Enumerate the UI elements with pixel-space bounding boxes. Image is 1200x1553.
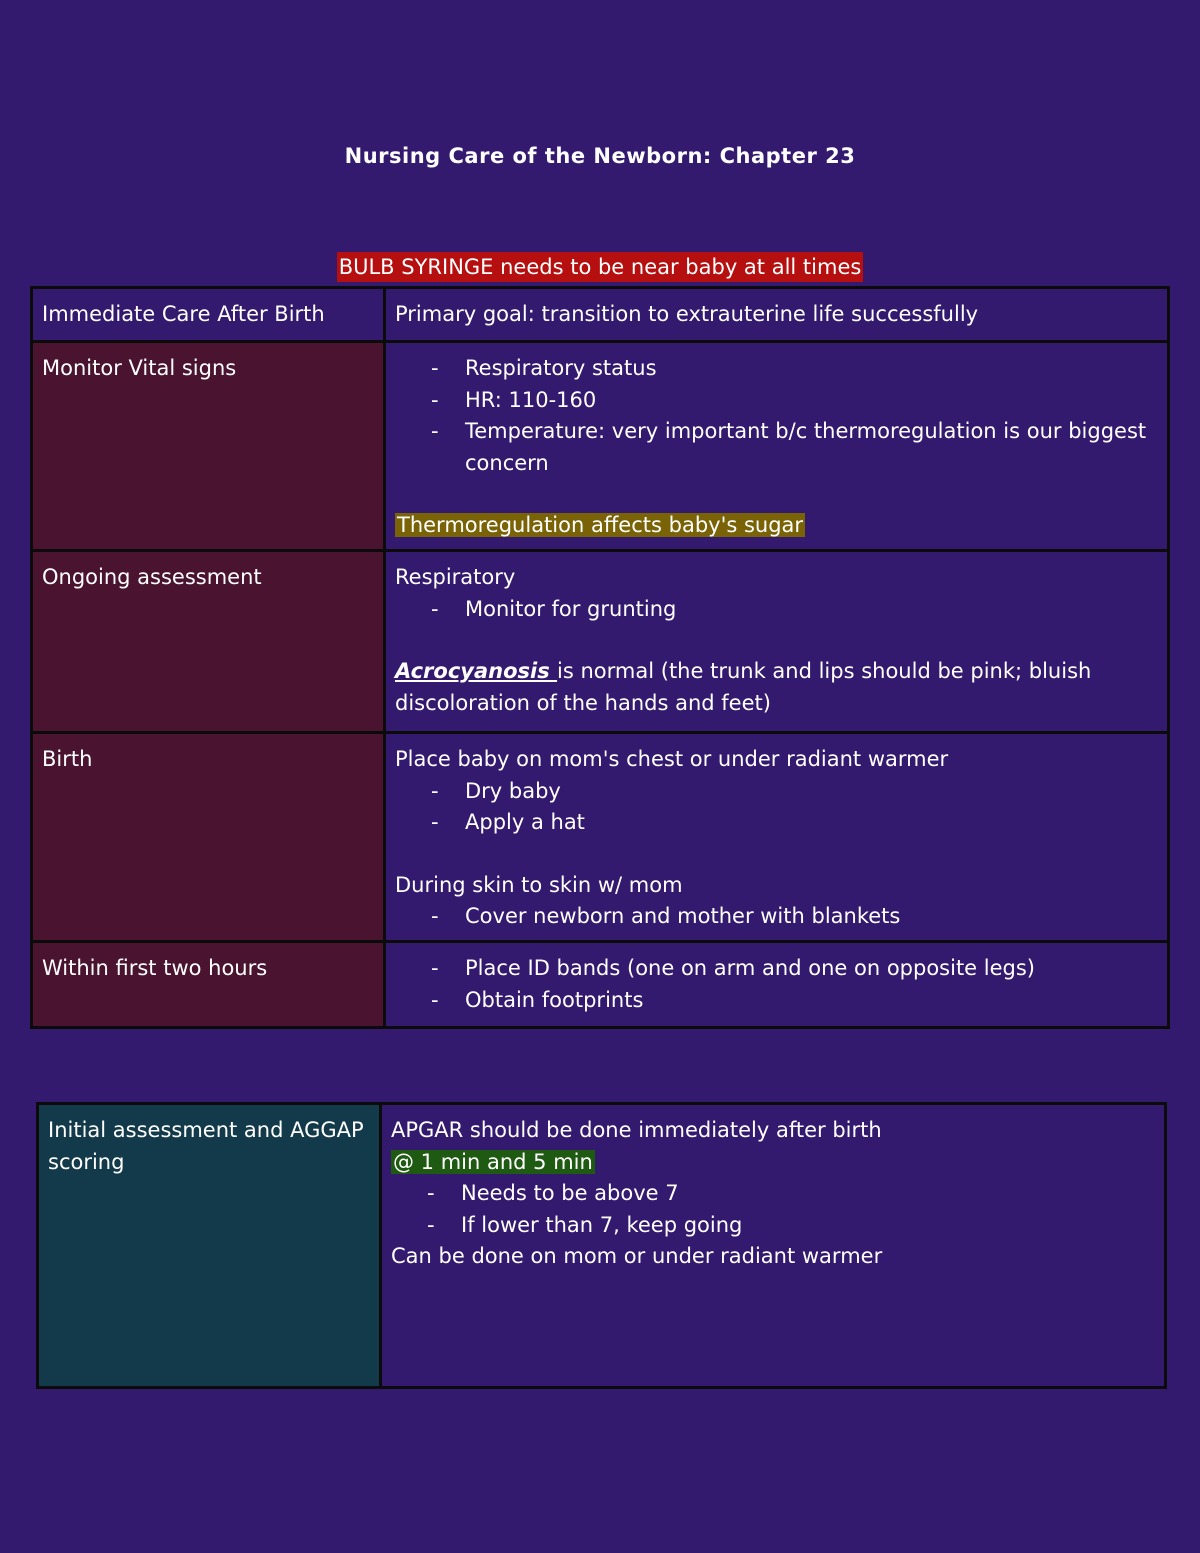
acrocyanosis-term: Acrocyanosis bbox=[395, 659, 558, 683]
row-label-ongoing-assessment: Ongoing assessment bbox=[32, 551, 385, 733]
first-two-hours-list bbox=[395, 953, 1158, 1016]
spacer bbox=[395, 839, 1158, 870]
spacer bbox=[395, 625, 1158, 656]
row-content-primary-goal: Primary goal: transition to extrauterine life successfully bbox=[385, 288, 1169, 342]
skin-to-skin-list bbox=[395, 901, 1158, 933]
table-row-birth bbox=[32, 733, 1169, 942]
list-item: - Obtain footprints bbox=[395, 985, 1158, 1017]
birth-heading: Place baby on mom's chest or under radiant warmer bbox=[395, 747, 949, 771]
list-item: - Monitor for grunting bbox=[395, 594, 1158, 626]
table-row-first-two-hours bbox=[32, 942, 1169, 1028]
list-item: - If lower than 7, keep going bbox=[391, 1210, 1155, 1242]
acrocyanosis-note bbox=[395, 656, 1158, 719]
apgar-location-note: Can be done on mom or under radiant warmer bbox=[391, 1244, 883, 1268]
thermoregulation-highlight: Thermoregulation affects baby's sugar bbox=[397, 513, 804, 537]
table-row-ongoing bbox=[32, 551, 1169, 733]
list-item: - HR: 110-160 bbox=[395, 385, 1158, 417]
list-item: - Cover newborn and mother with blankets bbox=[395, 901, 1158, 933]
banner-wrapper bbox=[0, 252, 1200, 282]
table-row-vitals bbox=[32, 342, 1169, 551]
thermoregulation-note bbox=[395, 510, 1158, 542]
row-content-first-two-hours bbox=[385, 942, 1169, 1028]
vital-signs-list bbox=[395, 353, 1158, 479]
table-row-header bbox=[32, 288, 1169, 342]
apgar-timing-highlight: @ 1 min and 5 min bbox=[393, 1149, 593, 1174]
row-label-first-two-hours: Within first two hours bbox=[32, 942, 385, 1028]
row-content-birth bbox=[385, 733, 1169, 942]
birth-list bbox=[395, 776, 1158, 839]
bulb-syringe-banner: BULB SYRINGE needs to be near baby at all times bbox=[337, 252, 864, 282]
apgar-table bbox=[36, 1102, 1167, 1389]
skin-to-skin-heading: During skin to skin w/ mom bbox=[395, 872, 683, 897]
row-label-vital-signs: Monitor Vital signs bbox=[32, 342, 385, 551]
list-item: - Apply a hat bbox=[395, 807, 1158, 839]
respiratory-heading: Respiratory bbox=[395, 565, 516, 589]
immediate-care-table bbox=[30, 286, 1170, 1029]
row-content-apgar bbox=[381, 1104, 1166, 1388]
row-content-ongoing-assessment bbox=[385, 551, 1169, 733]
row-content-vital-signs bbox=[385, 342, 1169, 551]
row-label-immediate-care: Immediate Care After Birth bbox=[32, 288, 385, 342]
list-item: - Place ID bands (one on arm and one on opposite legs) bbox=[395, 953, 1158, 985]
respiratory-list bbox=[395, 594, 1158, 626]
list-item: - Needs to be above 7 bbox=[391, 1178, 1155, 1210]
spacer bbox=[395, 479, 1158, 510]
list-item: - Temperature: very important b/c thermoregulation is our biggest concern bbox=[395, 416, 1158, 479]
row-label-birth: Birth bbox=[32, 733, 385, 942]
apgar-list bbox=[391, 1178, 1155, 1241]
apgar-line: APGAR should be done immediately after birth bbox=[391, 1118, 882, 1142]
acrocyanosis-description: is normal (the trunk and lips should be pink; bluish discoloration of the hands and feet) bbox=[395, 659, 1092, 715]
list-item: - Respiratory status bbox=[395, 353, 1158, 385]
apgar-timing bbox=[391, 1147, 1155, 1179]
row-label-initial-assessment: Initial assessment and AGGAP scoring bbox=[38, 1104, 381, 1388]
list-item: - Dry baby bbox=[395, 776, 1158, 808]
table-row-apgar bbox=[38, 1104, 1166, 1388]
page-title: Nursing Care of the Newborn: Chapter 23 bbox=[344, 144, 856, 168]
